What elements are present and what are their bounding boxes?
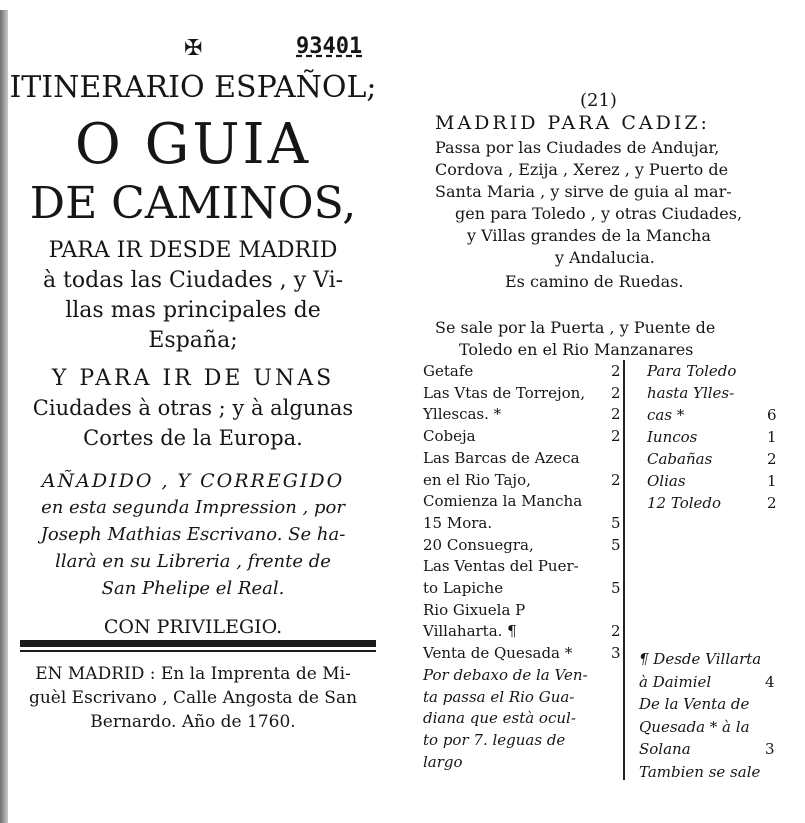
- itinerary-place: Solana: [639, 740, 691, 758]
- itinerary-leagues: 5: [611, 579, 621, 597]
- itinerary-place: Cobeja: [423, 427, 476, 446]
- cross-ornament: ✠: [184, 36, 203, 61]
- edition-line: AÑADIDO , Y CORREGIDO: [41, 470, 345, 492]
- itinerary-place: Olias: [647, 472, 686, 490]
- itinerary-place: to por 7. leguas de: [423, 730, 566, 749]
- itinerary-place: hasta Ylles-: [647, 384, 735, 402]
- itinerary-place: Quesada * à la: [639, 717, 750, 736]
- itinerary-leagues: 2: [611, 470, 621, 489]
- imprint-line: EN MADRID : En la Imprenta de Mi-: [35, 664, 351, 684]
- itinerary-leagues: 2: [611, 383, 621, 402]
- itinerary-leagues: 6: [767, 406, 777, 424]
- itinerary-page: [415, 0, 805, 823]
- itinerary-place: Por debaxo de la Ven-: [423, 665, 588, 684]
- itinerary-place: 12 Toledo: [647, 494, 722, 512]
- privilege-line: CON PRIVILEGIO.: [103, 616, 283, 638]
- subtitle2-line: Cortes de la Europa.: [83, 426, 303, 450]
- edition-line: en esta segunda Impression , por: [41, 497, 345, 518]
- title-line-3: DE CAMINOS,: [29, 178, 357, 229]
- itinerary-leagues: 2: [611, 362, 621, 380]
- itinerary-place: ¶ Desde Villarta: [639, 650, 762, 668]
- scan-edge: [0, 10, 8, 823]
- edition-line: llarà en su Libreria , frente de: [55, 551, 331, 572]
- itinerary-leagues: 2: [611, 622, 621, 641]
- itinerary-place: Tambien se sale: [639, 762, 761, 781]
- subtitle2-line: Ciudades à otras ; y à algunas: [32, 396, 354, 420]
- itinerary-leagues: 1: [767, 472, 777, 490]
- itinerary-leagues: 2: [767, 450, 777, 468]
- intro-line: Cordova , Ezija , Xerez , y Puerto de: [435, 160, 729, 179]
- intro-line: Passa por las Ciudades de Andujar,: [435, 138, 720, 157]
- wheels-note: Es camino de Ruedas.: [505, 272, 684, 291]
- page-number: (21): [580, 90, 617, 111]
- column-divider: [623, 360, 625, 780]
- departure-line: Se sale por la Puerta , y Puente de: [435, 318, 716, 337]
- itinerary-place: Yllescas. *: [423, 405, 502, 424]
- intro-line: Santa Maria , y sirve de guia al mar-: [435, 182, 732, 201]
- itinerary-place: 20 Consuegra,: [423, 535, 534, 554]
- itinerary-place: Para Toledo: [647, 362, 737, 380]
- itinerary-leagues: 3: [765, 740, 775, 758]
- itinerary-place: Getafe: [423, 362, 474, 380]
- imprint-line: guèl Escrivano , Calle Angosta de San: [28, 688, 358, 708]
- subtitle2-line: Y PARA IR DE UNAS: [51, 366, 335, 391]
- title-line-2: O GUIA: [74, 112, 312, 177]
- itinerary-place: ta passa el Rio Gua-: [423, 687, 575, 706]
- itinerary-place: De la Venta de: [639, 695, 750, 713]
- intro-line: gen para Toledo , y otras Ciudades,: [455, 204, 743, 223]
- heavy-rule: [20, 640, 376, 647]
- subtitle-line: à todas las Ciudades , y Vi-: [42, 268, 344, 293]
- intro-line: y Andalucia.: [555, 248, 655, 267]
- title-page: [8, 0, 393, 823]
- title-line-1: ITINERARIO ESPAÑOL;: [9, 70, 377, 105]
- itinerary-place: Venta de Quesada *: [423, 644, 573, 663]
- itinerary-place: cas *: [647, 406, 685, 424]
- itinerary-place: 15 Mora.: [423, 513, 493, 532]
- imprint-line: Bernardo. Año de 1760.: [90, 712, 296, 732]
- itinerary-leagues: 2: [611, 405, 621, 424]
- itinerary-place: Cabañas: [647, 450, 713, 468]
- edition-line: Joseph Mathias Escrivano. Se ha-: [40, 524, 346, 545]
- itinerary-leagues: 2: [611, 427, 621, 446]
- itinerary-place: Comienza la Mancha: [423, 492, 583, 511]
- subtitle-line: llas mas principales de: [65, 298, 321, 323]
- itinerary-leagues: 2: [767, 494, 777, 512]
- itinerary-place: largo: [423, 752, 463, 771]
- itinerary-place: Iuncos: [647, 428, 698, 446]
- edition-line: San Phelipe el Real.: [101, 578, 285, 599]
- itinerary-place: Rio Gixuela P: [423, 600, 526, 619]
- itinerary-leagues: 3: [611, 644, 621, 663]
- subtitle-line: PARA IR DESDE MADRID: [48, 238, 338, 263]
- itinerary-leagues: 5: [611, 535, 621, 554]
- intro-line: y Villas grandes de la Mancha: [467, 226, 711, 245]
- itinerary-place: Las Ventas del Puer-: [423, 557, 579, 576]
- departure-line: Toledo en el Rio Manzanares: [459, 340, 694, 359]
- itinerary-place: en el Rio Tajo,: [423, 470, 531, 489]
- itinerary-place: à Daimiel: [639, 672, 712, 691]
- catalog-stamp: 93401: [296, 34, 363, 59]
- itinerary-place: to Lapiche: [423, 579, 504, 597]
- itinerary-place: Las Vtas de Torrejon,: [423, 383, 586, 402]
- itinerary-leagues: 5: [611, 513, 621, 532]
- subtitle-line: España;: [148, 328, 238, 353]
- itinerary-leagues: 4: [765, 672, 775, 691]
- itinerary-leagues: 1: [767, 428, 777, 446]
- route-title: MADRID PARA CADIZ:: [435, 112, 710, 134]
- itinerary-place: Las Barcas de Azeca: [423, 448, 580, 467]
- itinerary-place: Villaharta. ¶: [423, 622, 517, 641]
- itinerary-place: diana que està ocul-: [423, 709, 576, 728]
- thin-rule: [20, 650, 376, 652]
